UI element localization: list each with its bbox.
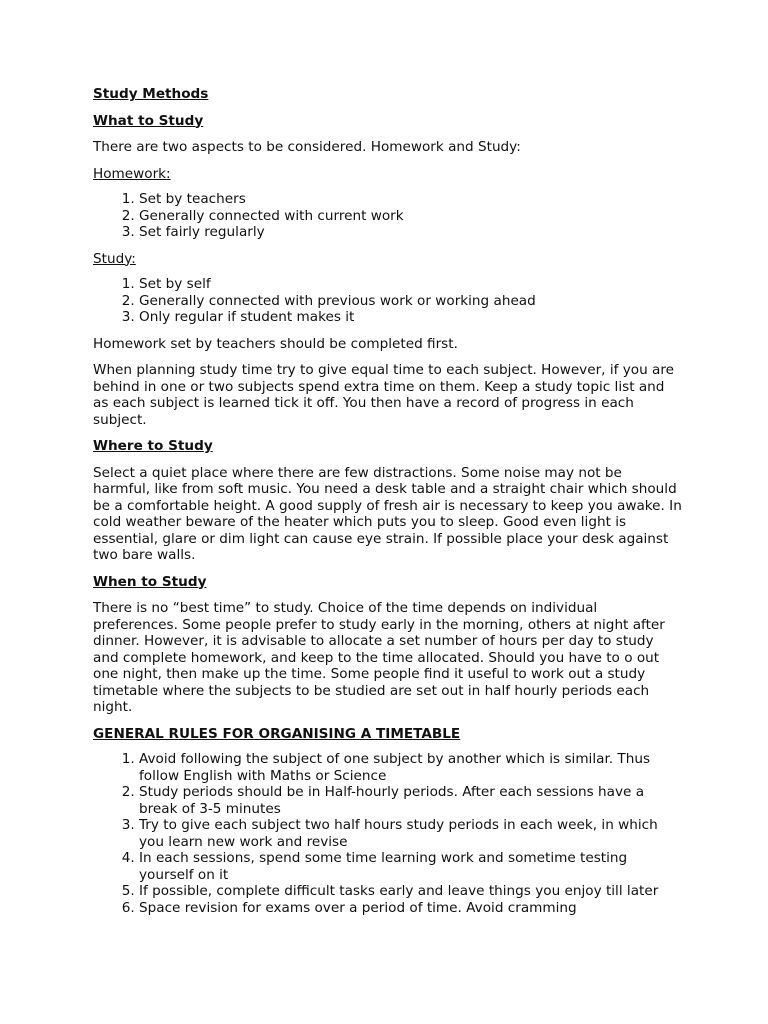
rules-list [93,751,683,916]
list-item: 1. Set by self [139,276,683,293]
document-page [93,86,683,916]
study-label: Study: [93,250,136,267]
list-item: 4. In each sessions, spend some time learning work and sometime testing yourself on it [139,850,683,883]
homework-first-paragraph: Homework set by teachers should be completed first. [93,335,458,352]
rules-heading: GENERAL RULES FOR ORGANISING A TIMETABLE [93,725,461,742]
what-to-study-heading: What to Study [93,112,204,129]
list-item: 3. Try to give each subject two half hours study periods in each week, in which you learn new work and revise [139,817,683,850]
homework-label: Homework: [93,165,171,182]
list-item: 3. Only regular if student makes it [139,309,683,326]
document-title: Study Methods [93,86,209,102]
when-to-study-heading: When to Study [93,573,207,590]
homework-list [93,191,683,241]
list-item: 2. Generally connected with current work [139,208,683,225]
where-to-study-heading: Where to Study [93,438,213,454]
list-item: 3. Set fairly regularly [139,224,683,241]
list-item: 2. Generally connected with previous work or working ahead [139,293,683,310]
list-item: 5. If possible, complete difficult tasks early and leave things you enjoy till later [139,883,683,900]
list-item: 1. Avoid following the subject of one subject by another which is similar. Thus follow English with Maths or Science [139,751,683,784]
what-to-study-intro: There are two aspects to be considered. Homework and Study: [93,139,521,155]
list-item: 1. Set by teachers [139,191,683,208]
where-to-study-paragraph: Select a quiet place where there are few distractions. Some noise may not be harmful, like from soft music. You need a desk table and a straight chair which should be a comfortable height. A good supply of fresh air is necessary to keep you awake. In cold weather beware of the heater which puts you to sleep. Good even light is essential, glare or dim light can cause eye strain. If possible place your desk against two bare walls. [93,464,682,563]
list-item: 6. Space revision for exams over a period of time. Avoid cramming [139,900,683,917]
planning-paragraph: When planning study time try to give equal time to each subject. However, if you are behind in one or two subjects spend extra time on them. Keep a study topic list and as each subject is learned tick it off. You then have a record of progress in each subject. [93,362,674,428]
study-list [93,276,683,326]
when-to-study-paragraph: There is no “best time” to study. Choice of the time depends on individual preferences. Some people prefer to study early in the morning, others at night after dinner. However, it is advisable to allocate a set number of hours per day to study and complete homework, and keep to the time allocated. Should you have to o out one night, then make up the time. Some people find it useful to work out a study timetable where the subjects to be studied are set out in half hourly periods each night. [93,600,665,715]
list-item: 2. Study periods should be in Half-hourly periods. After each sessions have a break of 3-5 minutes [139,784,683,817]
